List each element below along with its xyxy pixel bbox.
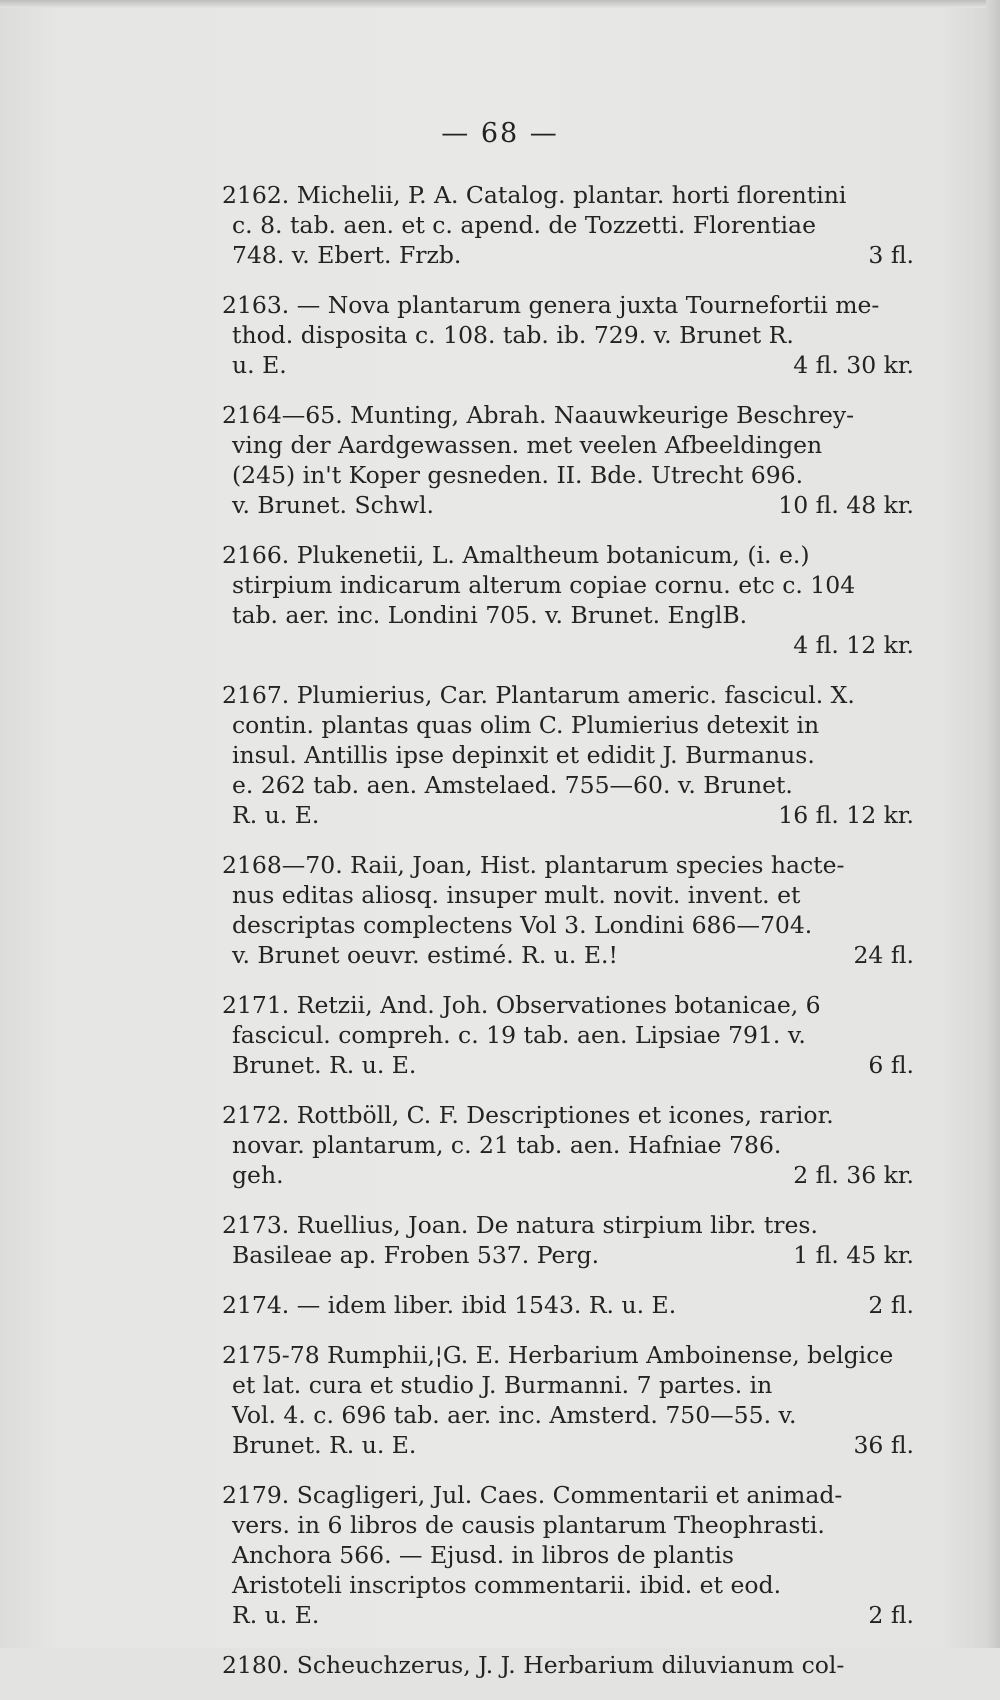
entry-price: 24 fl. xyxy=(853,941,914,969)
catalog-entry xyxy=(222,990,914,1080)
entry-text: insul. Antillis ipse depinxit et edidit J. Burmanus. xyxy=(232,741,815,769)
entry-line xyxy=(222,320,914,350)
entry-text: nus editas aliosq. insuper mult. novit. invent. et xyxy=(232,881,801,909)
entry-line xyxy=(222,880,914,910)
entry-text: 2175-78 Rumphii,¦G. E. Herbarium Amboinense, belgice xyxy=(222,1341,894,1369)
entry-text: Vol. 4. c. 696 tab. aer. inc. Amsterd. 750—55. v. xyxy=(232,1401,797,1429)
entry-text: u. E. xyxy=(232,351,287,379)
page-top-edge xyxy=(0,0,1000,8)
entry-text: geh. xyxy=(232,1161,284,1189)
entry-text: (245) in't Koper gesneden. II. Bde. Utrecht 696. xyxy=(232,461,804,489)
entry-text: 2173. Ruellius, Joan. De natura stirpium libr. tres. xyxy=(222,1211,818,1239)
entry-line xyxy=(222,1020,914,1050)
entry-text: e. 262 tab. aen. Amstelaed. 755—60. v. Brunet. xyxy=(232,771,793,799)
entry-line xyxy=(222,710,914,740)
catalog-entry xyxy=(222,1100,914,1190)
entry-line xyxy=(222,570,914,600)
entry-line xyxy=(222,1160,914,1190)
entry-line xyxy=(222,430,914,460)
entry-text: Brunet. R. u. E. xyxy=(232,1431,417,1459)
entry-line xyxy=(222,1240,914,1270)
entry-line xyxy=(222,1100,914,1130)
entry-line xyxy=(222,800,914,830)
entry-text: fascicul. compreh. c. 19 tab. aen. Lipsiae 791. v. xyxy=(232,1021,806,1049)
entry-line xyxy=(222,540,914,570)
entry-line xyxy=(222,1600,914,1630)
entry-line xyxy=(222,630,914,660)
entry-line xyxy=(222,290,914,320)
entry-text: 2163. — Nova plantarum genera juxta Tournefortii me- xyxy=(222,291,880,319)
entry-line xyxy=(222,850,914,880)
entry-line xyxy=(222,1050,914,1080)
entry-line xyxy=(222,910,914,940)
entry-text: 2162. Michelii, P. A. Catalog. plantar. horti florentini xyxy=(222,181,847,209)
entry-text: R. u. E. xyxy=(232,801,320,829)
catalog-entry xyxy=(222,290,914,380)
catalog-entry xyxy=(222,680,914,830)
entry-line xyxy=(222,770,914,800)
entry-price: 36 fl. xyxy=(853,1431,914,1459)
entry-line xyxy=(222,1510,914,1540)
entry-text: 2180. Scheuchzerus, J. J. Herbarium diluvianum col- xyxy=(222,1651,845,1679)
page-number-header: — 68 — xyxy=(441,118,559,149)
entry-text: vers. in 6 libros de causis plantarum Theophrasti. xyxy=(232,1511,825,1539)
entry-text: stirpium indicarum alterum copiae cornu. etc c. 104 xyxy=(232,571,856,599)
entry-text: et lat. cura et studio J. Burmanni. 7 partes. in xyxy=(232,1371,773,1399)
entry-line xyxy=(222,240,914,270)
catalog-entry xyxy=(222,1650,914,1680)
entry-line xyxy=(222,1340,914,1370)
entry-line xyxy=(222,990,914,1020)
entry-text: 2174. — idem liber. ibid 1543. R. u. E. xyxy=(222,1291,677,1319)
entry-price: 6 fl. xyxy=(868,1051,914,1079)
entry-text: thod. disposita c. 108. tab. ib. 729. v. Brunet R. xyxy=(232,321,794,349)
entry-line xyxy=(222,1210,914,1240)
entry-price: 3 fl. xyxy=(868,241,914,269)
entry-text: 2172. Rottböll, C. F. Descriptiones et icones, rarior. xyxy=(222,1101,834,1129)
entry-line xyxy=(222,460,914,490)
entry-line xyxy=(222,210,914,240)
catalog-entries xyxy=(222,180,914,1700)
catalog-entry xyxy=(222,1340,914,1460)
entry-line xyxy=(222,1650,914,1680)
entry-text: 2167. Plumierius, Car. Plantarum americ. fascicul. X. xyxy=(222,681,855,709)
entry-text: v. Brunet. Schwl. xyxy=(232,491,434,519)
entry-line xyxy=(222,180,914,210)
entry-line xyxy=(222,400,914,430)
entry-price: 2 fl. xyxy=(868,1601,914,1629)
entry-text: Basileae ap. Froben 537. Perg. xyxy=(232,1241,600,1269)
entry-line xyxy=(222,600,914,630)
entry-price: 4 fl. 12 kr. xyxy=(793,631,914,659)
entry-line xyxy=(222,740,914,770)
catalog-entry xyxy=(222,540,914,660)
entry-price: 1 fl. 45 kr. xyxy=(793,1241,914,1269)
entry-line xyxy=(222,940,914,970)
entry-text: descriptas complectens Vol 3. Londini 686—704. xyxy=(232,911,813,939)
entry-text: ving der Aardgewassen. met veelen Afbeeldingen xyxy=(232,431,823,459)
entry-text: Anchora 566. — Ejusd. in libros de plantis xyxy=(232,1541,734,1569)
entry-text: 2168—70. Raii, Joan, Hist. plantarum species hacte- xyxy=(222,851,845,879)
entry-line xyxy=(222,490,914,520)
entry-text: R. u. E. xyxy=(232,1601,320,1629)
entry-text: v. Brunet oeuvr. estimé. R. u. E.! xyxy=(232,941,618,969)
entry-price: 16 fl. 12 kr. xyxy=(778,801,914,829)
entry-text: contin. plantas quas olim C. Plumierius detexit in xyxy=(232,711,820,739)
entry-text: 2179. Scagligeri, Jul. Caes. Commentarii et animad- xyxy=(222,1481,843,1509)
catalog-entry xyxy=(222,850,914,970)
entry-line xyxy=(222,1400,914,1430)
entry-text: 748. v. Ebert. Frzb. xyxy=(232,241,462,269)
catalog-entry xyxy=(222,1210,914,1270)
catalog-entry xyxy=(222,1480,914,1630)
entry-price: 2 fl. xyxy=(868,1291,914,1319)
entry-text: tab. aer. inc. Londini 705. v. Brunet. EnglB. xyxy=(232,601,748,629)
entry-line xyxy=(222,1290,914,1320)
page-gutter-edge xyxy=(986,0,1000,1648)
entry-text: 2166. Plukenetii, L. Amaltheum botanicum, (i. e.) xyxy=(222,541,810,569)
catalog-entry xyxy=(222,180,914,270)
entry-line xyxy=(222,1370,914,1400)
entry-text: Brunet. R. u. E. xyxy=(232,1051,417,1079)
entry-line xyxy=(222,680,914,710)
entry-line xyxy=(222,350,914,380)
entry-text: 2164—65. Munting, Abrah. Naauwkeurige Beschrey- xyxy=(222,401,855,429)
entry-line xyxy=(222,1480,914,1510)
entry-line xyxy=(222,1570,914,1600)
entry-line xyxy=(222,1430,914,1460)
entry-text: Aristoteli inscriptos commentarii. ibid. et eod. xyxy=(232,1571,782,1599)
entry-text: 2171. Retzii, And. Joh. Observationes botanicae, 6 xyxy=(222,991,821,1019)
entry-text: c. 8. tab. aen. et c. apend. de Tozzetti. Florentiae xyxy=(232,211,816,239)
entry-price: 10 fl. 48 kr. xyxy=(778,491,914,519)
entry-line xyxy=(222,1540,914,1570)
entry-line xyxy=(222,1130,914,1160)
entry-text: novar. plantarum, c. 21 tab. aen. Hafniae 786. xyxy=(232,1131,782,1159)
entry-price: 2 fl. 36 kr. xyxy=(793,1161,914,1189)
entry-price: 4 fl. 30 kr. xyxy=(793,351,914,379)
catalog-entry xyxy=(222,1290,914,1320)
catalog-entry xyxy=(222,400,914,520)
